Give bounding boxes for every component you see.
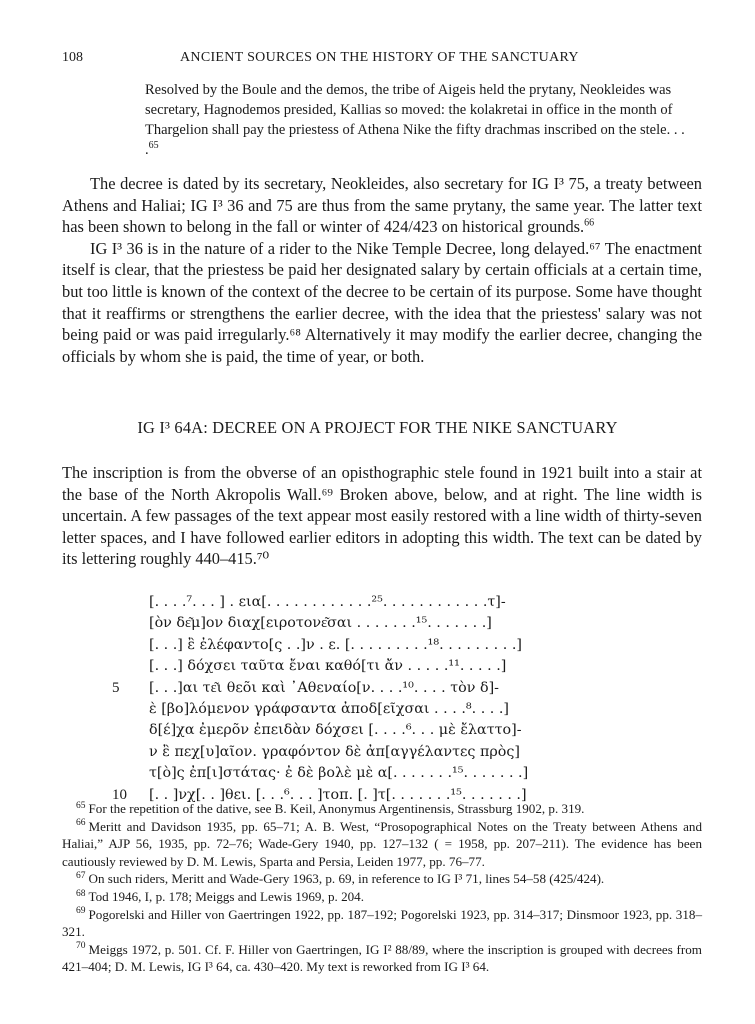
- footnote-number: 68: [76, 888, 86, 899]
- footnote-number: 67: [76, 871, 86, 882]
- line-text: τ[ὸ]ς ἐπ[ι]στάτας· ἐ δὲ βολὲ μὲ α[. . . . . . .¹⁵. . . . . . .]: [149, 765, 529, 782]
- line-text: δ[έ]χα ἐμερõν ἐπειδὰν δόχσει [. . . .⁶. . . μὲ ἔλαττο]-: [149, 722, 522, 739]
- footnote-number: 69: [76, 906, 86, 917]
- inscription-line: [62, 742, 702, 763]
- footnote-number: 70: [76, 941, 86, 952]
- footnote-text: For the repetition of the dative, see B. Keil, Anonymus Argentinensis, Strassburg 1902, p. 319.: [88, 801, 585, 816]
- inscription-line: [62, 720, 702, 741]
- inscription-line: [62, 613, 702, 634]
- inscription-text: [62, 592, 702, 806]
- footnotes: [62, 800, 702, 976]
- inscription-line: [62, 635, 702, 656]
- line-text: [. . ]νχ[. . ]θει. [. . .⁶. . . ]τοπ. [. ]τ[. . . . . . .¹⁵. . . . . . .]: [149, 786, 527, 803]
- paragraph-text: The decree is dated by its secretary, Neokleides, also secretary for IG I³ 75, a treaty between Athens and Haliai; IG I³ 36 and 75 are thus from the same prytany, the same year. The latter text has been shown to belong in the fall or winter of 424/423 on historical grounds.: [62, 174, 702, 237]
- paragraph: [62, 173, 702, 238]
- page-number: 108: [62, 50, 83, 65]
- inscription-line: [62, 763, 702, 784]
- footnote-number: 66: [76, 818, 86, 829]
- quote-text: Resolved by the Boule and the demos, the tribe of Aigeis held the prytany, Neokleides was secretary, Hagnodemos presided, Kallias so moved: the kolakretai in office in the month of Thargelion shall pay the priestess of Athena Nike the fifty drachmas inscribed on the stele. . . .: [145, 82, 685, 158]
- inscription-line: [62, 699, 702, 720]
- footnote: [62, 818, 702, 871]
- footnote-text: Tod 1946, I, p. 178; Meiggs and Lewis 1969, p. 204.: [88, 888, 364, 904]
- footnote-ref[interactable]: 65: [148, 140, 159, 152]
- quote-paragraph: [145, 80, 690, 160]
- inscription-line: [62, 656, 702, 677]
- body-text: [62, 173, 702, 367]
- footnote-text: On such riders, Meritt and Wade-Gery 1963, p. 69, in reference to IG I³ 71, lines 54–58 (425/424).: [88, 871, 605, 887]
- footnote: [62, 941, 702, 976]
- footnote: [62, 906, 702, 941]
- line-text: [. . .] δόχσει ταῦτα ἔναι καθό[τι ἄν . . . . .¹¹. . . . .]: [149, 658, 507, 675]
- line-text: [. . .]αι τε͂ι θεõι καὶ ᾿Αθεναίο[ν. . . .¹⁰. . . . τὸν δ]-: [149, 679, 499, 696]
- footnote-text: Pogorelski and Hiller von Gaertringen 1922, pp. 187–192; Pogorelski 1923, pp. 314–317; Dinsmoor 1923, pp. 318–321.: [62, 906, 702, 940]
- running-title: ANCIENT SOURCES ON THE HISTORY OF THE SANCTUARY: [180, 50, 579, 65]
- line-text: [ὸν δε͂μ]ον διαχ[ειροτονε͂σαι . . . . . . .¹⁵. . . . . . .]: [149, 615, 492, 632]
- paragraph: [62, 238, 702, 368]
- section-body: [62, 462, 702, 570]
- line-number: 10: [112, 786, 127, 803]
- paragraph-text: IG I³ 36 is in the nature of a rider to the Nike Temple Decree, long delayed.⁶⁷ The enactment itself is clear, that the priestess be paid her designated salary by certain officials at a certain time, but too little is known of the context of the decree to be certain of its purpose. Some have thought that it reaffirms or strengthens the earlier decree, with the idea that the priestess' salary was not being paid or was paid irregularly.⁶⁸ Alternatively it may modify the earlier decree, changing the officials by whom she is paid, the time of year, or both.: [62, 238, 702, 366]
- footnote: [62, 800, 702, 818]
- section-heading: IG I³ 64A: DECREE ON A PROJECT FOR THE NIKE SANCTUARY: [137, 418, 618, 437]
- line-number: 5: [112, 679, 120, 696]
- line-text: ν ἒ πεχ[υ]αῖον. γραφόντον δὲ ἀπ[αγγέλαντες πρὸς]: [149, 743, 520, 760]
- line-text: ὲ [βο]λόμενον γράφσαντα ἀποδ[εῖχσαι . . . .⁸. . . .]: [149, 700, 509, 717]
- footnote-text: Meiggs 1972, p. 501. Cf. F. Hiller von Gaertringen, IG I² 88/89, where the inscription is grouped with decrees from 421–404; D. M. Lewis, IG I³ 64, ca. 430–420. My text is reworked from IG I³ 64.: [62, 941, 702, 975]
- paragraph: The inscription is from the obverse of an opisthographic stele found in 1921 built into a stair at the base of the North Akropolis Wall.⁶⁹ Broken above, below, and at right. The line width is uncertain. A few passages of the text appear most easily restored with a line width of thirty-seven letter spaces, and I have followed earlier editors in adopting this width. The text can be dated by its lettering roughly 440–415.⁷⁰: [62, 463, 702, 569]
- line-text: [. . . .⁷. . . ] . εια[. . . . . . . . . . . .²⁵. . . . . . . . . . . .τ]-: [149, 594, 506, 610]
- footnote: [62, 888, 702, 906]
- block-quote: [145, 80, 690, 160]
- footnote-text: Meritt and Davidson 1935, pp. 65–71; A. B. West, “Prosopographical Notes on the Treaty between Athens and Haliai,” AJP 56, 1935, pp. 72–76; Wade-Gery 1940, pp. 127–132 ( = 1958, pp. 207–211). The evidence has been cautiously reviewed by D. M. Lewis, Sparta and Persia, Leiden 1977, pp. 76–77.: [62, 818, 702, 869]
- line-text: [. . .] ἒ ἐλέφαντο[ς . .]ν . ε. [. . . . . . . . .¹⁸. . . . . . . . .]: [149, 636, 522, 653]
- footnote-ref[interactable]: 66: [584, 217, 595, 229]
- inscription-line: [62, 592, 702, 613]
- inscription-line: [62, 678, 702, 699]
- footnote: [62, 870, 702, 888]
- footnote-number: 65: [76, 800, 86, 811]
